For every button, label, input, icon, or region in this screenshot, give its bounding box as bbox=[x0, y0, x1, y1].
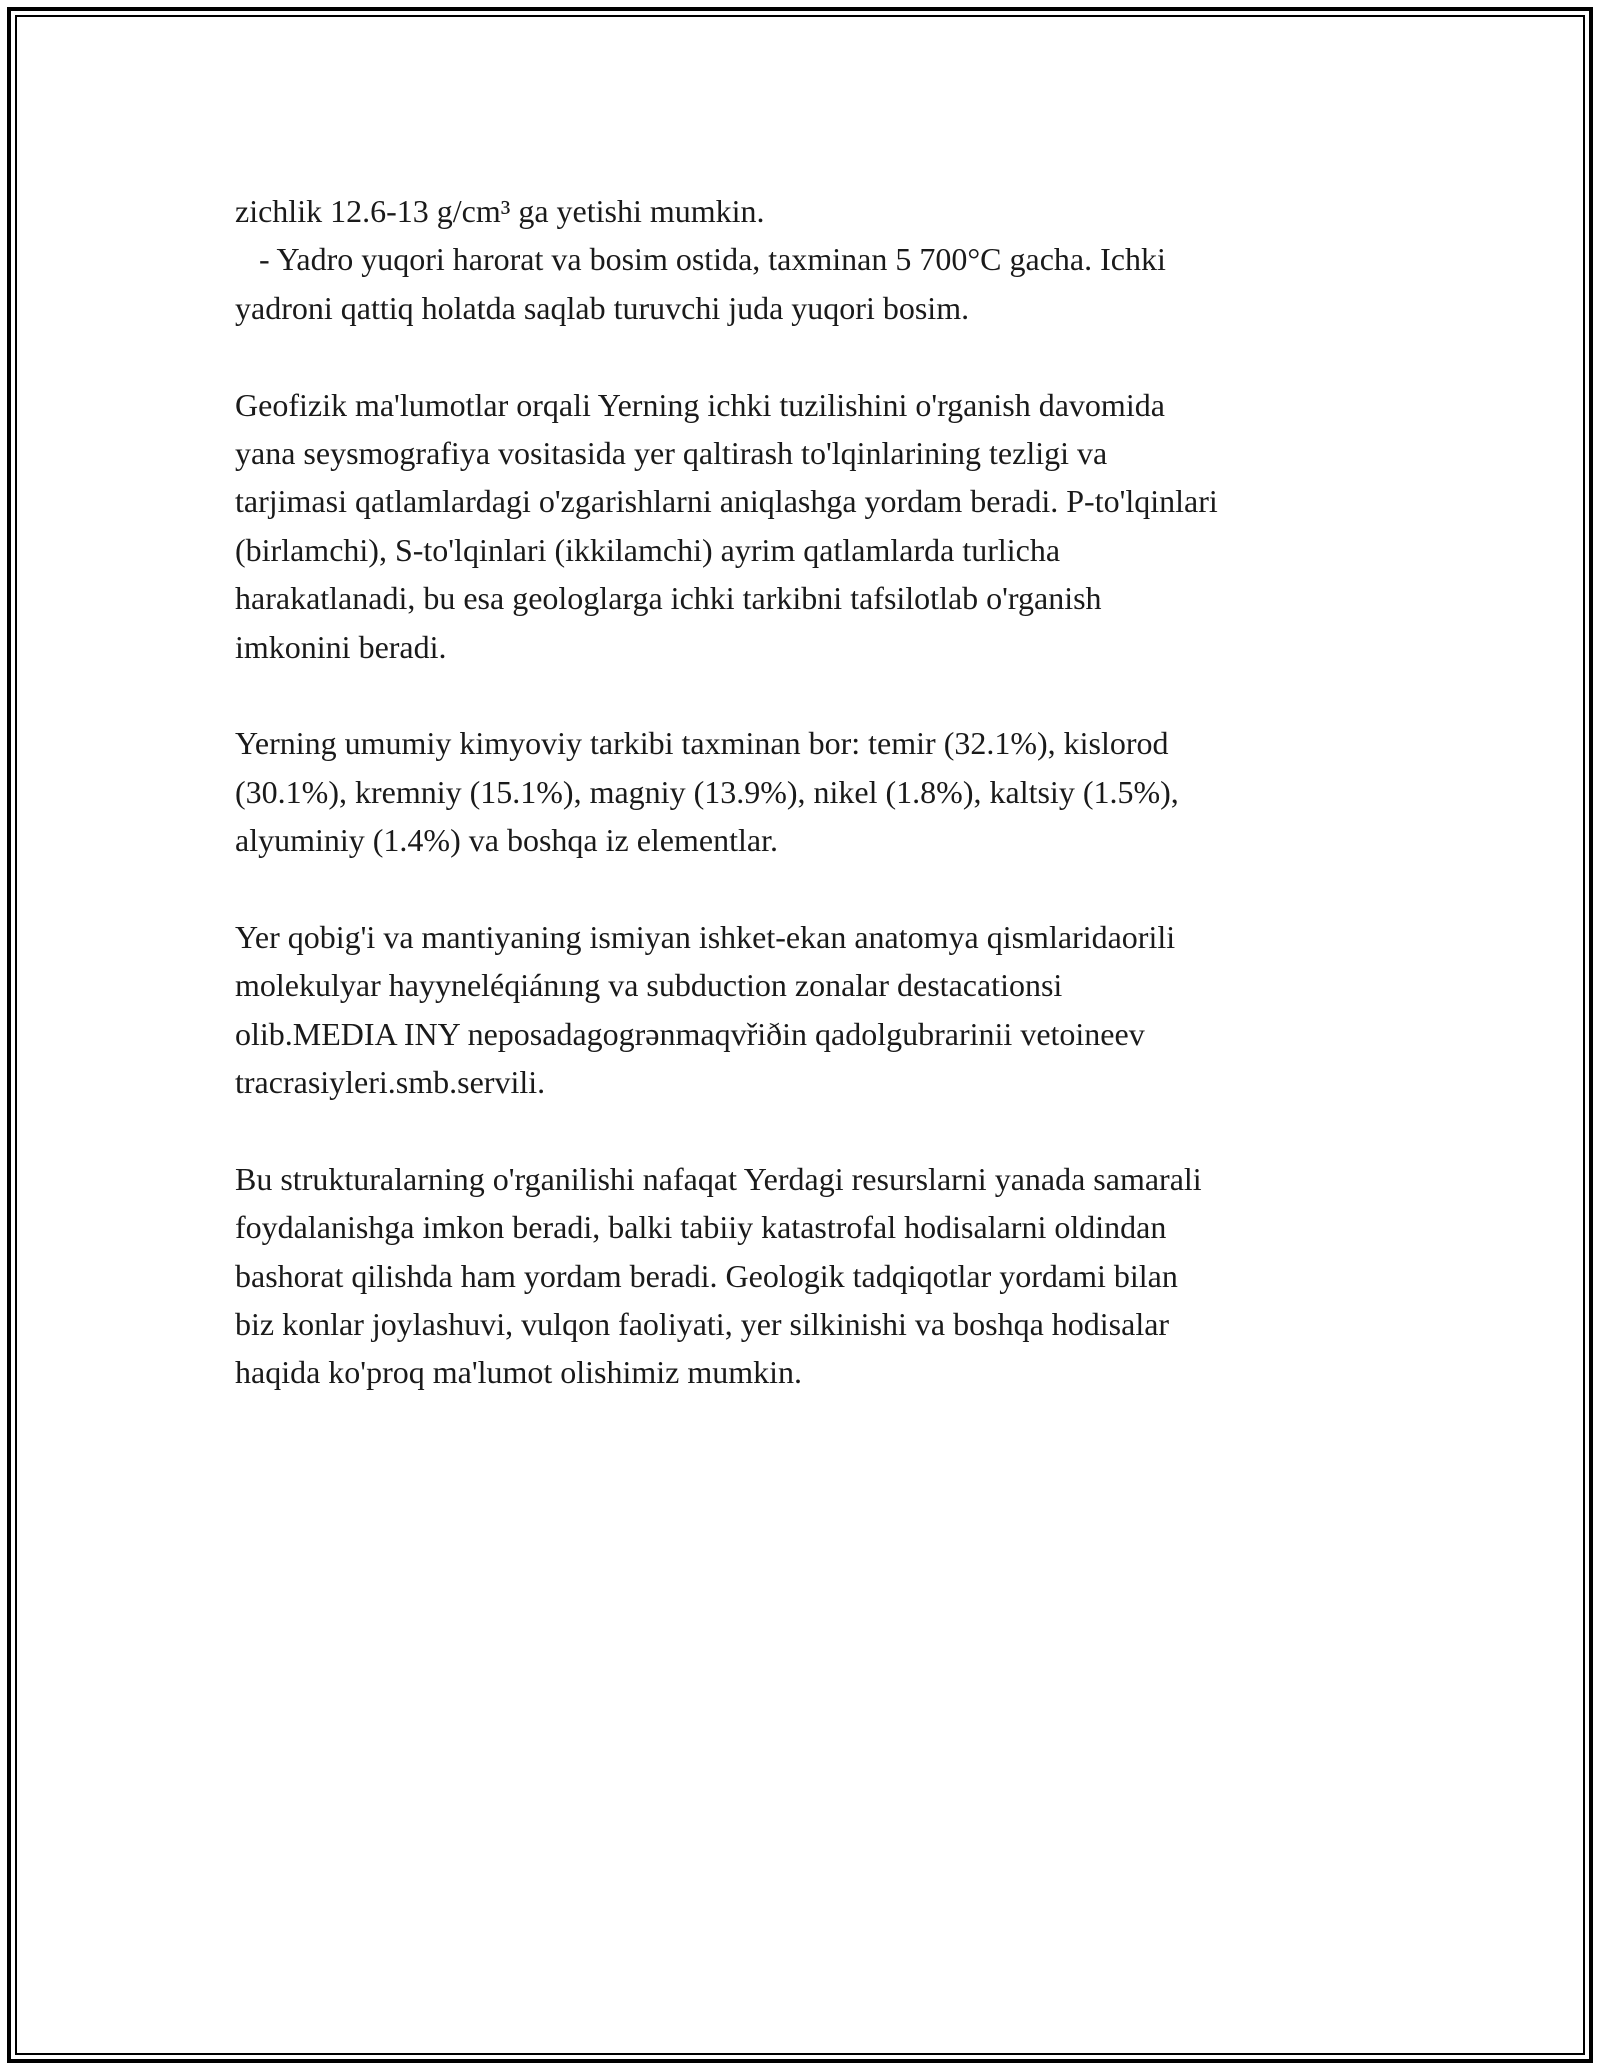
text-line: yadroni qattiq holatda saqlab turuvchi juda yuqori bosim. bbox=[235, 289, 970, 326]
text-line: tracrasiyleri.smb.servili. bbox=[235, 1064, 546, 1101]
text-line: Bu strukturalarning o'rganilishi nafaqat Yerdagi resurslarni yanada samarali bbox=[235, 1160, 1202, 1197]
paragraph-composition bbox=[235, 719, 1365, 864]
document-body bbox=[235, 187, 1365, 1445]
paragraph-crust-mantle bbox=[235, 913, 1365, 1107]
paragraph-geophysics bbox=[235, 381, 1365, 671]
text-line: (30.1%), kremniy (15.1%), magniy (13.9%), nikel (1.8%), kaltsiy (1.5%), bbox=[235, 773, 1179, 810]
text-line: harakatlanadi, bu esa geologlarga ichki tarkibni tafsilotlab o'rganish bbox=[235, 580, 1102, 617]
paragraph-conclusion bbox=[235, 1155, 1365, 1397]
text-line: imkonini beradi. bbox=[235, 628, 447, 665]
text-line: Yerning umumiy kimyoviy tarkibi taxminan bor: temir (32.1%), kislorod bbox=[235, 725, 1169, 762]
text-line: yana seysmografiya vositasida yer qaltirash to'lqinlarining tezligi va bbox=[235, 434, 1108, 471]
text-line: Yer qobig'i va mantiyaning ismiyan ishket-ekan anatomya qismlaridaorili bbox=[235, 918, 1176, 955]
text-line: tarjimasi qatlamlardagi o'zgarishlarni aniqlashga yordam beradi. P-to'lqinlari bbox=[235, 483, 1218, 520]
text-line: - Yadro yuqori harorat va bosim ostida, taxminan 5 700°C gacha. Ichki bbox=[235, 241, 1166, 278]
text-line: zichlik 12.6-13 g/cm³ ga yetishi mumkin. bbox=[235, 193, 765, 229]
text-line: (birlamchi), S-to'lqinlari (ikkilamchi) ayrim qatlamlarda turlicha bbox=[235, 531, 1061, 568]
text-line: haqida ko'proq ma'lumot olishimiz mumkin. bbox=[235, 1354, 803, 1391]
paragraph-core-conditions bbox=[235, 187, 1365, 332]
text-line: Geofizik ma'lumotlar orqali Yerning ichki tuzilishini o'rganish davomida bbox=[235, 386, 1165, 423]
text-line: molekulyar hayyneléqiánıng va subduction zonalar destacationsi bbox=[235, 967, 1063, 1004]
text-line: olib.MEDIA INY neposadagogrənmaqvřiðin qadolgubrarinii vetoineev bbox=[235, 1015, 1145, 1052]
text-line: foydalanishga imkon beradi, balki tabiiy katastrofal hodisalarni oldindan bbox=[235, 1209, 1167, 1246]
text-line: alyuminiy (1.4%) va boshqa iz elementlar. bbox=[235, 822, 778, 859]
text-line: biz konlar joylashuvi, vulqon faoliyati, yer silkinishi va boshqa hodisalar bbox=[235, 1305, 1170, 1342]
text-line: bashorat qilishda ham yordam beradi. Geologik tadqiqotlar yordami bilan bbox=[235, 1257, 1178, 1294]
